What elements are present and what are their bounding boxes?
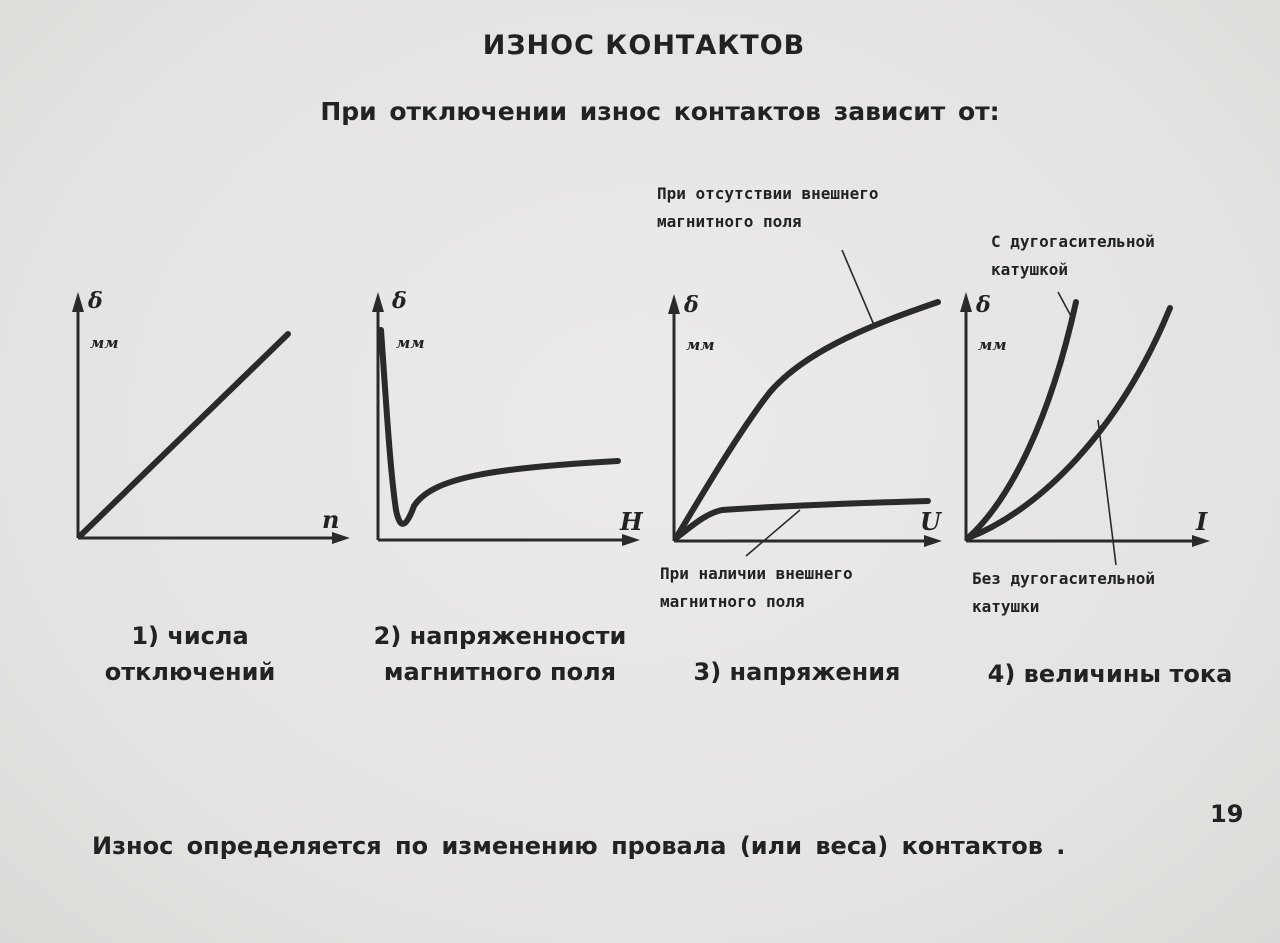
graph-3-note-lower xyxy=(660,560,853,616)
graph-2-y-label: δ xyxy=(392,288,407,314)
graph-3-note-upper-line1: При отсутствии внешнего xyxy=(657,184,879,203)
graph-3-y-label: δ xyxy=(684,292,699,318)
graph-3-note-lower-line1: При наличии внешнего xyxy=(660,564,853,583)
graph-2-caption-line2: магнитного поля xyxy=(383,658,617,686)
graph-3-note-upper xyxy=(657,180,879,236)
graph-4-note-upper-line1: С дугогасительной xyxy=(991,232,1155,251)
graph-3-note-upper-line2: магнитного поля xyxy=(657,212,802,231)
graph-1-curve xyxy=(80,334,288,536)
graph-3-note-lower-line2: магнитного поля xyxy=(660,592,805,611)
graph-2-curve xyxy=(381,330,618,524)
graph-1 xyxy=(72,288,350,544)
graph-4-leader-upper xyxy=(1058,292,1072,318)
graph-4-note-lower xyxy=(972,565,1155,621)
graph-4-note-upper-line2: катушкой xyxy=(991,260,1069,279)
page-number: 19 xyxy=(1210,800,1244,828)
graph-3-caption-line1: 3) напряжения xyxy=(693,658,901,686)
graph-3-x-arrow xyxy=(924,535,942,547)
graph-4-note-lower-line1: Без дугогасительной xyxy=(972,569,1156,588)
graph-1-caption xyxy=(90,618,290,690)
footer-note: Износ определяется по изменению провала (или веса) контактов . xyxy=(92,832,1066,860)
slide-subtitle: При отключении износ контактов зависит от: xyxy=(320,97,1000,126)
graph-4-x-label: I xyxy=(1196,507,1208,536)
graph-2-y-arrow xyxy=(372,292,384,312)
graph-4-y-unit: мм xyxy=(978,336,1007,354)
graph-3-x-label: U xyxy=(920,507,941,536)
graph-1-y-label: δ xyxy=(88,288,103,314)
graph-4-caption xyxy=(960,656,1260,692)
graph-3-curve-with-field xyxy=(676,501,928,538)
graph-4-x-arrow xyxy=(1192,535,1210,547)
slide-title: ИЗНОС КОНТАКТОВ xyxy=(482,30,806,61)
graph-2 xyxy=(372,288,644,546)
graph-4-note-upper xyxy=(991,228,1155,284)
graph-1-x-label: n xyxy=(322,505,340,534)
graph-3-y-unit: мм xyxy=(686,336,715,354)
graph-4-y-arrow xyxy=(960,292,972,312)
graph-1-y-arrow xyxy=(72,292,84,312)
graph-1-y-unit: мм xyxy=(90,334,119,352)
graph-3-y-arrow xyxy=(668,294,680,314)
graph-4 xyxy=(960,292,1210,565)
graph-3-leader-upper xyxy=(842,250,874,325)
graph-2-caption-line1: 2) напряженности xyxy=(373,622,627,650)
graph-2-y-unit: мм xyxy=(396,334,425,352)
graph-3-caption xyxy=(672,654,922,690)
graph-2-caption xyxy=(350,618,650,690)
graph-3 xyxy=(668,250,943,556)
graph-2-x-label: H xyxy=(620,507,643,536)
graph-4-y-label: δ xyxy=(976,292,991,318)
graph-4-leader-lower xyxy=(1098,420,1116,565)
graph-1-caption-line2: отключений xyxy=(104,658,276,686)
graph-4-note-lower-line2: катушки xyxy=(972,597,1040,616)
graph-1-caption-line1: 1) числа xyxy=(131,622,249,650)
graph-3-leader-lower xyxy=(746,510,800,556)
graph-4-caption-line1: 4) величины тока xyxy=(987,660,1233,688)
